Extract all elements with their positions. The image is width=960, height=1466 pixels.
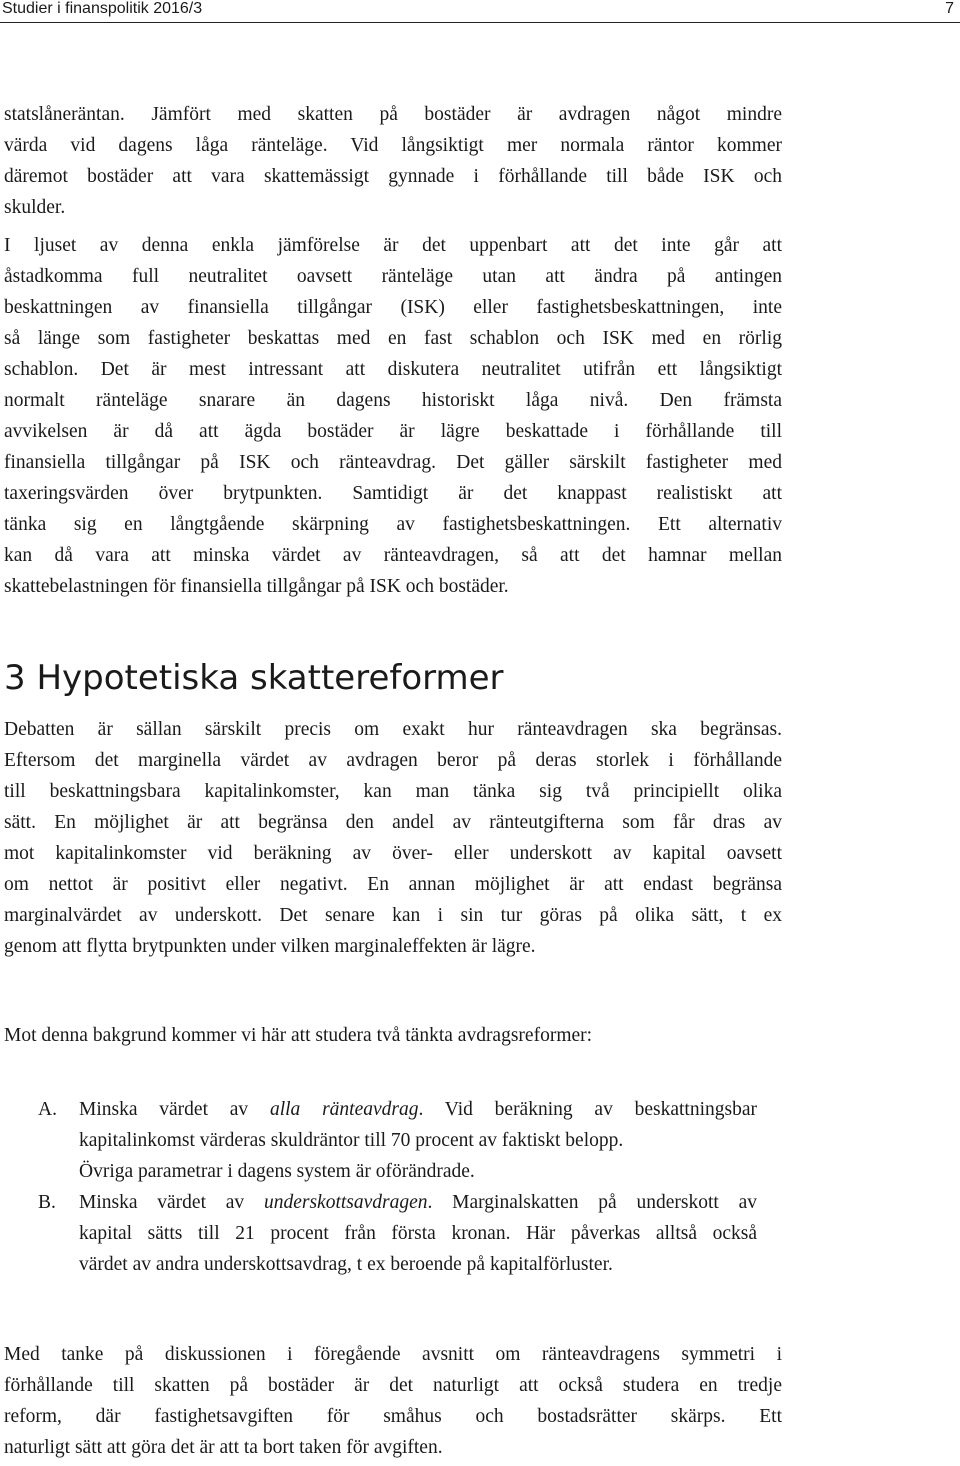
text-line: finansiella tillgångar på ISK och ränteavdrag. Det gäller särskilt fastigheter med — [4, 452, 782, 473]
paragraph-intro-reforms: Mot denna bakgrund kommer vi här att studera två tänkta avdragsreformer: — [4, 1025, 593, 1046]
emphasis: alla ränteavdrag — [269, 1099, 419, 1120]
text-line: genom att flytta brytpunkten under vilken marginaleffekten är lägre. — [4, 936, 536, 957]
list-item-line: Övriga parametrar i dagens system är oförändrade. — [79, 1161, 475, 1182]
page-number: 7 — [945, 0, 954, 17]
text-line: I ljuset av denna enkla jämförelse är det uppenbart att det inte går att — [4, 235, 782, 256]
text-line: beskattningen av finansiella tillgångar (ISK) eller fastighetsbeskattningen, inte — [4, 297, 782, 318]
text-span: . Vid beräkning av beskattningsbar — [418, 1099, 757, 1120]
running-header — [0, 0, 960, 23]
text-line: taxeringsvärden över brytpunkten. Samtidigt är det knappast realistiskt att — [4, 483, 782, 504]
text-line: normalt ränteläge snarare än dagens historiskt låga nivå. Den främsta — [4, 390, 782, 411]
text-line: Eftersom det marginella värdet av avdragen beror på deras storlek i förhållande — [4, 750, 782, 771]
list-item-line: värdet av andra underskottsavdrag, t ex beroende på kapitalförluster. — [79, 1254, 613, 1275]
text-line: till beskattningsbara kapitalinkomster, kan man tänka sig två principiellt olika — [4, 781, 782, 802]
text-line: skulder. — [4, 197, 66, 218]
list-item-line: kapital sätts till 21 procent från första kronan. Här påverkas alltså också — [79, 1223, 757, 1244]
text-line: schablon. Det är mest intressant att diskutera neutralitet utifrån ett långsiktigt — [4, 359, 782, 380]
text-span: . Marginalskatten på underskott av — [427, 1192, 757, 1213]
document-title: Studier i finanspolitik 2016/3 — [2, 0, 203, 17]
text-line: statslåneräntan. Jämfört med skatten på bostäder är avdragen något mindre — [4, 104, 782, 125]
text-line: tänka sig en långtgående skärpning av fastighetsbeskattningen. Ett alternativ — [4, 514, 782, 535]
emphasis: underskottsavdragen — [263, 1192, 428, 1213]
text-line: förhållande till skatten på bostäder är det naturligt att också studera en tredje — [4, 1375, 782, 1396]
text-line: marginalvärdet av underskott. Det senare kan i sin tur göras på olika sätt, t ex — [4, 905, 782, 926]
text-line: skattebelastningen för finansiella tillgångar på ISK och bostäder. — [4, 576, 509, 597]
text-span: Minska värdet av — [79, 1099, 270, 1120]
text-line: så länge som fastigheter beskattas med en fast schablon och ISK med en rörlig — [4, 328, 782, 349]
list-item-line — [79, 1191, 757, 1215]
text-line: Med tanke på diskussionen i föregående avsnitt om ränteavdragens symmetri i — [4, 1344, 782, 1365]
text-line: mot kapitalinkomster vid beräkning av över- eller underskott av kapital oavsett — [4, 843, 782, 864]
list-item-label: A. — [38, 1099, 57, 1120]
text-line: om nettot är positivt eller negativt. En annan möjlighet är att endast begränsa — [4, 874, 782, 895]
section-heading: 3 Hypotetiska skattereformer — [4, 658, 504, 698]
text-line: reform, där fastighetsavgiften för småhus och bostadsrätter skärps. Ett — [4, 1406, 782, 1427]
text-line: åstadkomma full neutralitet oavsett ränteläge utan att ändra på antingen — [4, 266, 782, 287]
text-line: naturligt sätt att göra det är att ta bort taken för avgiften. — [4, 1437, 443, 1458]
text-line: värda vid dagens låga ränteläge. Vid långsiktigt mer normala räntor kommer — [4, 135, 782, 156]
text-line: avvikelsen är då att ägda bostäder är lägre beskattade i förhållande till — [4, 421, 782, 442]
list-item-line: kapitalinkomst värderas skuldräntor till 70 procent av faktiskt belopp. — [79, 1130, 624, 1151]
text-span: Minska värdet av — [79, 1192, 264, 1213]
text-line: kan då vara att minska värdet av ränteavdragen, så att det hamnar mellan — [4, 545, 782, 566]
text-line: däremot bostäder att vara skattemässigt gynnade i förhållande till både ISK och — [4, 166, 782, 187]
list-item-line — [79, 1098, 757, 1122]
text-line: sätt. En möjlighet är att begränsa den andel av ränteutgifterna som får dras av — [4, 812, 782, 833]
text-line: Debatten är sällan särskilt precis om exakt hur ränteavdragen ska begränsas. — [4, 719, 782, 740]
list-item-label: B. — [38, 1192, 56, 1213]
